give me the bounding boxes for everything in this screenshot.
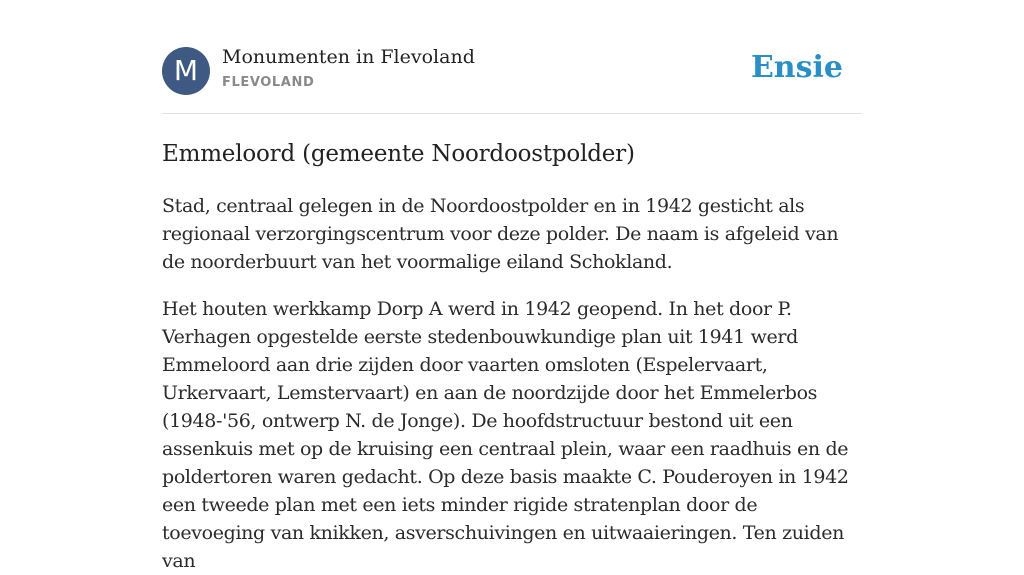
brand-logo[interactable]: Ensie bbox=[750, 50, 843, 85]
article-paragraph-1: Stad, centraal gelegen in de Noordoostpolder en in 1942 gesticht als regionaal verzorgingscentrum voor deze polder. De naam is afgeleid van de noorderbuurt van het voormalige eiland Schokland. bbox=[162, 195, 839, 273]
content-container bbox=[162, 0, 862, 575]
site-title-link[interactable]: Monumenten in Flevoland bbox=[222, 46, 475, 68]
article-paragraph-2: Het houten werkkamp Dorp A werd in 1942 geopend. In het door P. Verhagen opgestelde eerste stedenbouwkundige plan uit 1941 werd Emmeloord aan drie zijden door vaarten omsloten (Espelervaart, Urkervaart, Lemstervaart) en aan de noordzijde door het Emmelerbos (1948-'56, ontwerp N. de Jonge). De hoofdstructuur bestond uit een assenkuis met op de kruising een centraal plein, waar een raadhuis en de poldertoren waren gedacht. Op deze basis maakte C. Pouderoyen in 1942 een tweede plan met een iets minder rigide stratenplan door de toevoeging van knikken, asverschuivingen en uitwaaieringen. Ten zuiden van bbox=[162, 298, 849, 572]
article-title: Emmeloord (gemeente Noordoostpolder) bbox=[162, 141, 635, 167]
site-subtitle: FLEVOLAND bbox=[222, 75, 315, 90]
site-header bbox=[162, 0, 862, 114]
avatar[interactable]: M bbox=[162, 47, 210, 95]
